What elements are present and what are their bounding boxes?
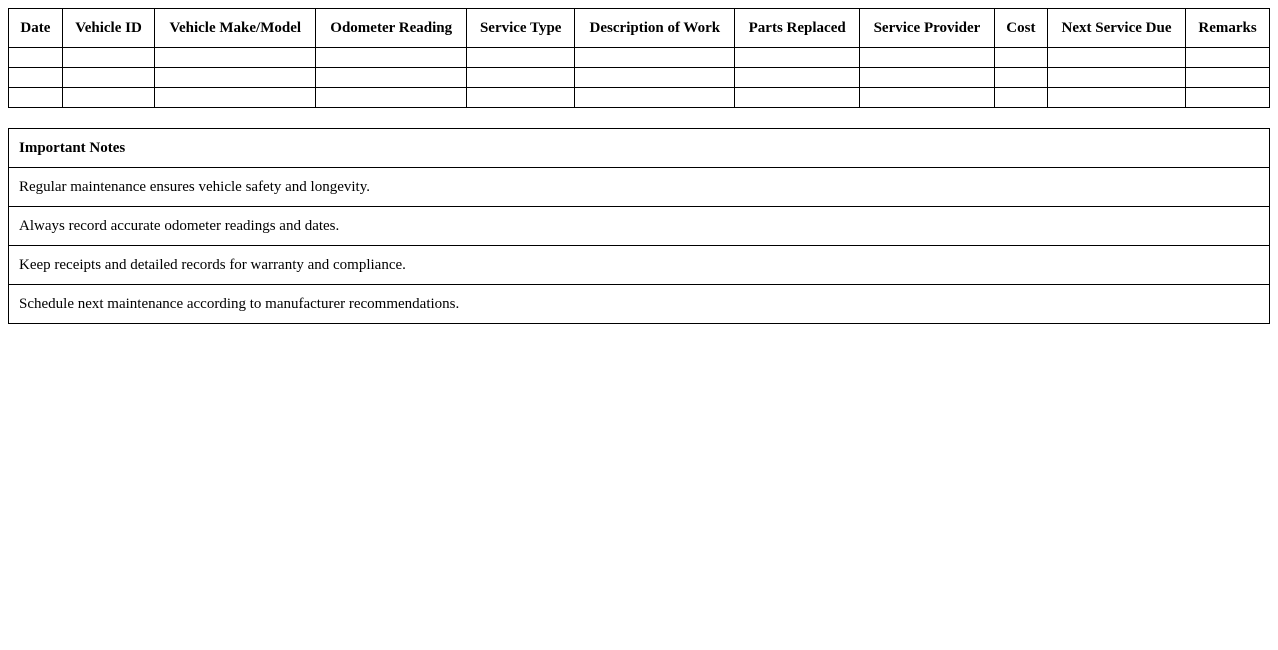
table-cell	[575, 48, 735, 68]
table-cell	[735, 48, 860, 68]
table-cell	[155, 68, 316, 88]
table-cell	[62, 68, 154, 88]
table-cell	[1047, 48, 1185, 68]
column-header-parts-replaced: Parts Replaced	[735, 9, 860, 48]
table-row	[9, 88, 1270, 108]
table-cell	[316, 48, 467, 68]
column-header-service-provider: Service Provider	[860, 9, 995, 48]
note-item: Always record accurate odometer readings and dates.	[9, 207, 1270, 246]
table-cell	[860, 88, 995, 108]
note-item: Keep receipts and detailed records for warranty and compliance.	[9, 246, 1270, 285]
column-header-date: Date	[9, 9, 63, 48]
maintenance-log-table	[8, 8, 1270, 108]
table-cell	[1186, 68, 1270, 88]
table-cell	[1186, 48, 1270, 68]
table-cell	[735, 88, 860, 108]
table-cell	[62, 88, 154, 108]
note-item: Regular maintenance ensures vehicle safety and longevity.	[9, 168, 1270, 207]
table-cell	[316, 68, 467, 88]
notes-heading: Important Notes	[9, 129, 1270, 168]
table-cell	[9, 68, 63, 88]
column-header-odometer-reading: Odometer Reading	[316, 9, 467, 48]
note-row	[9, 246, 1270, 285]
table-cell	[735, 68, 860, 88]
table-cell	[467, 48, 575, 68]
important-notes-table	[8, 128, 1270, 324]
table-cell	[9, 88, 63, 108]
table-cell	[575, 88, 735, 108]
table-cell	[575, 68, 735, 88]
column-header-cost: Cost	[994, 9, 1047, 48]
column-header-vehicle-id: Vehicle ID	[62, 9, 154, 48]
table-cell	[994, 68, 1047, 88]
note-row	[9, 285, 1270, 324]
table-cell	[467, 88, 575, 108]
table-cell	[62, 48, 154, 68]
column-header-vehicle-make-model: Vehicle Make/Model	[155, 9, 316, 48]
table-cell	[1047, 68, 1185, 88]
table-header-row	[9, 9, 1270, 48]
table-cell	[467, 68, 575, 88]
table-row	[9, 68, 1270, 88]
page-content	[8, 8, 1270, 324]
column-header-description-of-work: Description of Work	[575, 9, 735, 48]
table-cell	[860, 68, 995, 88]
note-row	[9, 207, 1270, 246]
column-header-remarks: Remarks	[1186, 9, 1270, 48]
table-cell	[316, 88, 467, 108]
table-cell	[1047, 88, 1185, 108]
table-row	[9, 48, 1270, 68]
table-cell	[860, 48, 995, 68]
note-row	[9, 168, 1270, 207]
column-header-service-type: Service Type	[467, 9, 575, 48]
note-item: Schedule next maintenance according to manufacturer recommendations.	[9, 285, 1270, 324]
table-cell	[1186, 88, 1270, 108]
table-cell	[994, 88, 1047, 108]
column-header-next-service-due: Next Service Due	[1047, 9, 1185, 48]
table-cell	[9, 48, 63, 68]
table-cell	[994, 48, 1047, 68]
table-cell	[155, 88, 316, 108]
table-cell	[155, 48, 316, 68]
notes-heading-row	[9, 129, 1270, 168]
